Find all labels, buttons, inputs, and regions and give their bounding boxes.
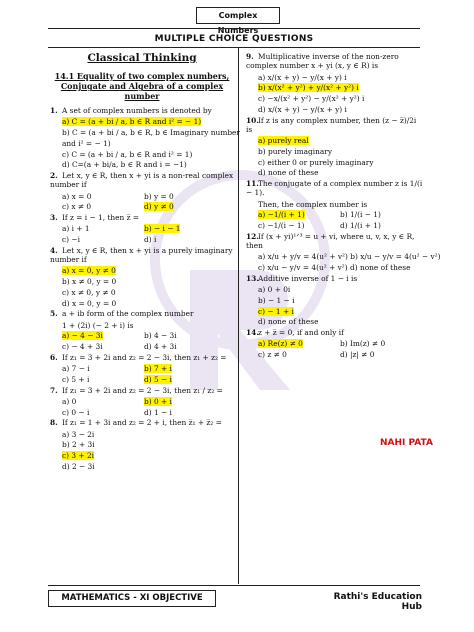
option-text: b) − i − 1 bbox=[144, 224, 181, 234]
option-text: c) x/u − y/v = 4(u² + v²) d) none of these bbox=[258, 263, 411, 272]
handwritten-note: NAHI PATA bbox=[380, 438, 433, 448]
option-text: a) 3 − 2i bbox=[62, 429, 95, 439]
question-number: 3. bbox=[50, 213, 58, 223]
option-text: b) C = (a + bi / a, b ∈ R, b ∈ Imaginary number bbox=[62, 128, 240, 138]
option-text: b) purely imaginary bbox=[258, 146, 332, 156]
option-text: c) x ≠ 0 bbox=[62, 202, 92, 212]
footer-rule bbox=[48, 585, 420, 586]
option-text: c) x ≠ 0, y ≠ 0 bbox=[62, 287, 116, 297]
option-text: a) C = (a + bi / a, b ∈ R and i² = − 1) bbox=[62, 117, 202, 127]
question-text: Multiplicative inverse of the non-zero complex number x + yi (x, y ∈ R) is bbox=[246, 52, 399, 71]
option-text: a) x = 0, y ≠ 0 bbox=[62, 266, 116, 276]
header-rule-top bbox=[48, 28, 420, 29]
answer-option bbox=[340, 339, 422, 348]
question-text: If z₁ = 3 + 2i and z₂ = 2 − 3i, then z₁ + z₂ = bbox=[62, 352, 227, 362]
question-text: Let x, y ∈ R, then x + yi is a non-real complex number if bbox=[50, 171, 234, 190]
answer-option bbox=[144, 192, 226, 201]
option-text: b) x ≠ 0, y = 0 bbox=[62, 277, 117, 287]
option-text: c) either 0 or purely imaginary bbox=[258, 157, 374, 167]
answer-option bbox=[62, 331, 144, 340]
answer-option bbox=[258, 105, 424, 114]
answer-option bbox=[340, 210, 422, 219]
option-text: b) y = 0 bbox=[144, 191, 174, 201]
right-column bbox=[246, 52, 441, 361]
option-text: d) none of these bbox=[258, 168, 319, 178]
option-text: a) 0 bbox=[62, 396, 77, 406]
answer-option bbox=[340, 221, 422, 230]
option-text: d) x/(x + y) − y/(x + y) i bbox=[258, 104, 347, 114]
option-text: b) 1/(i − 1) bbox=[340, 210, 381, 220]
answer-option bbox=[258, 285, 424, 294]
question-expression: 1 + (2i) (− 2 + i) is bbox=[62, 320, 134, 330]
question-text: a + ib form of the complex number bbox=[62, 309, 194, 319]
answer-option bbox=[62, 364, 144, 373]
answer-option bbox=[258, 83, 424, 92]
answer-option bbox=[258, 147, 424, 156]
answer-option bbox=[62, 451, 234, 460]
question-text: A set of complex numbers is denoted by bbox=[62, 106, 212, 116]
option-row bbox=[62, 408, 234, 417]
question bbox=[246, 52, 424, 71]
option-text: a) x = 0 bbox=[62, 191, 92, 201]
option-text: d) 1 − i bbox=[144, 407, 172, 417]
option-text: c) −i bbox=[62, 235, 80, 245]
question-number: 8. bbox=[50, 418, 58, 428]
option-text: b) Im(z) ≠ 0 bbox=[340, 339, 386, 349]
question-text: The conjugate of a complex number z is 1/(i − 1). bbox=[246, 179, 423, 198]
answer-option bbox=[62, 160, 234, 169]
left-question-list bbox=[50, 106, 240, 471]
answer-option bbox=[62, 408, 144, 417]
question-text: If (x + yi)¹ᐟ³ = u + vi, where u, v, x, y ∈ R, then bbox=[246, 231, 415, 250]
answer-option bbox=[144, 364, 226, 373]
option-text: c) 5 + i bbox=[62, 374, 90, 384]
question bbox=[50, 171, 234, 190]
option-text: d) i bbox=[144, 235, 157, 245]
mcq-banner: MULTIPLE CHOICE QUESTIONS bbox=[154, 34, 314, 44]
question bbox=[50, 386, 234, 395]
answer-option bbox=[258, 221, 340, 230]
header-rule-bottom bbox=[48, 47, 420, 48]
option-text: b) − 1 − i bbox=[258, 295, 295, 305]
option-text: b) x/(x² + y²) + y/(x² + y²) i bbox=[258, 83, 359, 93]
question bbox=[246, 328, 424, 337]
option-row bbox=[258, 210, 424, 219]
question-number: 1. bbox=[50, 106, 58, 116]
option-text: c) −1/(i − 1) bbox=[258, 221, 305, 230]
answer-option bbox=[258, 168, 424, 177]
question-number: 7. bbox=[50, 385, 58, 395]
option-row bbox=[62, 192, 234, 201]
option-text: a) x/u + y/v = 4(u² + v²) b) x/u − y/v = 4(u² − v²) bbox=[258, 252, 441, 262]
answer-option bbox=[62, 288, 234, 297]
answer-option bbox=[258, 317, 424, 326]
option-text: d) 1/(i + 1) bbox=[340, 221, 381, 230]
option-text: c) −x/(x² + y²) − y/(x² + y²) i bbox=[258, 94, 365, 103]
question bbox=[50, 246, 234, 265]
option-row bbox=[62, 202, 234, 211]
question bbox=[50, 213, 234, 222]
answer-option bbox=[62, 139, 234, 148]
option-text: a) i + 1 bbox=[62, 224, 90, 234]
answer-option bbox=[258, 136, 424, 145]
question-number: 14. bbox=[246, 328, 259, 337]
option-text: b) 4 − 3i bbox=[144, 331, 177, 341]
question bbox=[246, 116, 424, 135]
answer-option bbox=[258, 263, 424, 272]
option-text: a) x/(x + y) − y/(x + y) i bbox=[258, 72, 347, 82]
answer-option bbox=[258, 296, 424, 305]
question-number: 13. bbox=[246, 273, 259, 283]
answer-option bbox=[258, 73, 424, 82]
option-text: a) purely real bbox=[258, 136, 309, 145]
question-text: z + z̅ = 0, if and only if bbox=[258, 328, 344, 337]
answer-option bbox=[62, 235, 144, 244]
answer-option bbox=[144, 202, 226, 211]
chapter-header: Complex Numbers bbox=[196, 7, 280, 24]
question bbox=[50, 309, 234, 318]
option-text: a) −1/(i + 1) bbox=[258, 210, 305, 220]
question-text: If z₁ = 3 + 2i and z₂ = 2 − 3i, then z₁ / z₂ = bbox=[62, 385, 223, 395]
option-text: c) 0 − i bbox=[62, 407, 90, 417]
answer-option bbox=[62, 342, 144, 351]
option-text: c) − 1 + i bbox=[258, 306, 294, 316]
option-row bbox=[62, 397, 234, 406]
answer-option bbox=[62, 462, 234, 471]
answer-option bbox=[62, 150, 234, 159]
answer-option bbox=[62, 375, 144, 384]
option-row bbox=[62, 364, 234, 373]
option-text: d) C=(a + bi/a, b ∈ R and i = −1) bbox=[62, 160, 187, 170]
option-text: and i² = − 1) bbox=[62, 138, 111, 148]
question-text: Let x, y ∈ R, then x + yi is a purely imaginary number if bbox=[50, 245, 233, 265]
question-text: If z₁ = 1 + 3i and z₂ = 2 + i, then z̅₁ + z̅₂ = bbox=[62, 418, 222, 428]
answer-option bbox=[258, 307, 424, 316]
answer-option bbox=[144, 224, 226, 233]
question-number: 4. bbox=[50, 245, 58, 255]
question-number: 5. bbox=[50, 309, 58, 319]
option-row bbox=[62, 342, 234, 351]
option-row bbox=[258, 221, 424, 230]
option-text: d) 4 + 3i bbox=[144, 342, 177, 352]
option-row bbox=[62, 224, 234, 233]
answer-option bbox=[258, 350, 340, 359]
answer-option bbox=[62, 440, 234, 449]
option-row bbox=[258, 339, 424, 348]
option-text: b) 7 + i bbox=[144, 364, 172, 374]
option-text: c) C = (a + bi / a, b ∈ R and i² = 1) bbox=[62, 149, 193, 159]
answer-option bbox=[62, 430, 234, 439]
option-text: d) x = 0, y = 0 bbox=[62, 298, 117, 308]
answer-option bbox=[62, 128, 240, 138]
answer-option bbox=[258, 158, 424, 167]
right-question-list bbox=[246, 52, 441, 359]
option-text: a) Re(z) ≠ 0 bbox=[258, 339, 303, 349]
option-text: c) z ≠ 0 bbox=[258, 350, 287, 359]
question-expression: Then, the complex number is bbox=[258, 199, 368, 209]
option-text: c) − 4 + 3i bbox=[62, 342, 103, 352]
question-number: 9. bbox=[246, 52, 254, 61]
answer-option bbox=[340, 350, 422, 359]
left-column bbox=[50, 52, 240, 473]
answer-option bbox=[62, 224, 144, 233]
answer-option bbox=[62, 202, 144, 211]
option-row bbox=[62, 331, 234, 340]
option-text: d) y ≠ 0 bbox=[144, 202, 174, 212]
question bbox=[246, 232, 424, 251]
question bbox=[50, 353, 234, 362]
answer-option bbox=[144, 408, 226, 417]
answer-option bbox=[258, 94, 424, 103]
question bbox=[50, 106, 234, 115]
answer-option bbox=[144, 375, 226, 384]
section-subtitle: 14.1 Equality of two complex numbers, Conjugate and Algebra of a complex number bbox=[54, 71, 230, 102]
footer-publisher: Rathi's Education Hub bbox=[333, 592, 422, 612]
question-number: 10. bbox=[246, 115, 259, 125]
option-row bbox=[62, 235, 234, 244]
answer-option bbox=[62, 397, 144, 406]
question-number: 12. bbox=[246, 231, 259, 241]
answer-option bbox=[144, 331, 226, 340]
section-title: Classical Thinking bbox=[87, 52, 197, 64]
answer-option bbox=[144, 342, 226, 351]
option-row bbox=[258, 350, 424, 359]
question bbox=[50, 418, 234, 427]
option-text: d) |z| ≠ 0 bbox=[340, 350, 375, 359]
footer-subject: MATHEMATICS - XI OBJECTIVE bbox=[48, 590, 216, 607]
question bbox=[246, 274, 424, 283]
option-text: b) 0 + i bbox=[144, 396, 172, 406]
option-text: d) 2 − 3i bbox=[62, 461, 95, 471]
answer-option bbox=[62, 192, 144, 201]
question-number: 2. bbox=[50, 171, 58, 181]
question-text: If z = i − 1, then z̅ = bbox=[62, 213, 140, 223]
question-number: 6. bbox=[50, 352, 58, 362]
option-text: d) 5 − i bbox=[144, 374, 172, 384]
answer-option bbox=[258, 339, 340, 348]
answer-option bbox=[62, 117, 234, 126]
option-text: d) none of these bbox=[258, 317, 319, 327]
option-text: a) 0 + 0i bbox=[258, 285, 291, 294]
question-text: Additive inverse of 1 − i is bbox=[258, 273, 358, 283]
answer-option bbox=[144, 235, 226, 244]
answer-option bbox=[144, 397, 226, 406]
answer-option bbox=[62, 277, 234, 286]
question-number: 11. bbox=[246, 179, 259, 188]
answer-option bbox=[258, 210, 340, 219]
option-text: b) 2 + 3i bbox=[62, 440, 95, 450]
answer-option bbox=[62, 299, 234, 308]
option-text: a) − 4 − 3i bbox=[62, 331, 103, 341]
option-text: a) 7 − i bbox=[62, 364, 90, 374]
answer-option bbox=[258, 252, 441, 262]
option-text: c) 3 + 2i bbox=[62, 451, 95, 461]
question bbox=[246, 179, 424, 198]
question-text: If z is any complex number, then (z − z̅)/2i is bbox=[246, 115, 417, 134]
answer-option bbox=[62, 266, 234, 275]
option-row bbox=[62, 375, 234, 384]
